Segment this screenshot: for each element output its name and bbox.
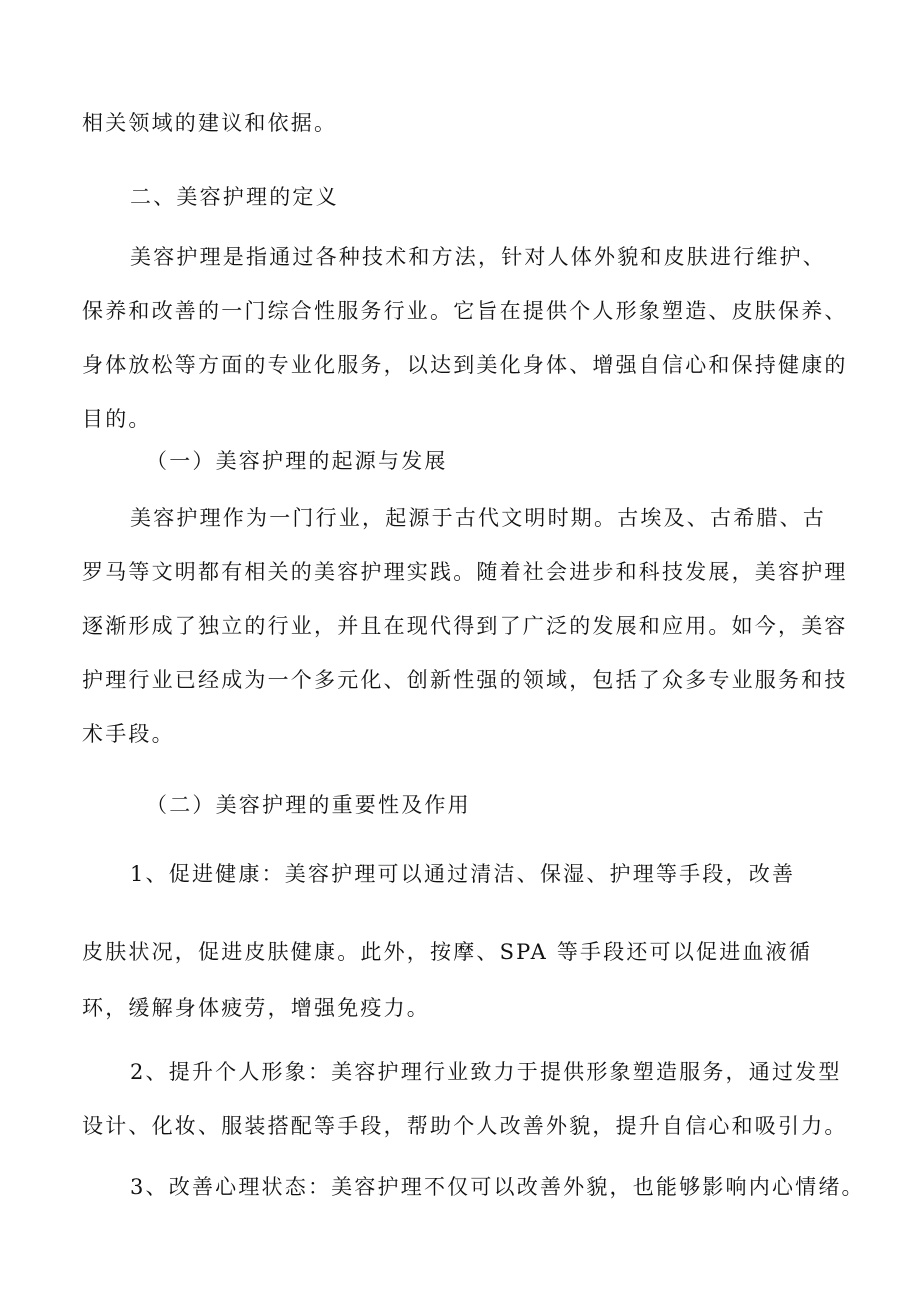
- paragraph-line: 保养和改善的一门综合性服务行业。它旨在提供个人形象塑造、皮肤保养、: [82, 299, 848, 323]
- paragraph-line: 术手段。: [82, 722, 175, 746]
- paragraph-line: 逐渐形成了独立的行业，并且在现代得到了广泛的发展和应用。如今，美容: [82, 614, 848, 638]
- list-item-line: 环，缓解身体疲劳，增强免疫力。: [82, 996, 430, 1020]
- list-item-line: 1、促进健康：美容护理可以通过清洁、保湿、护理等手段，改善: [130, 862, 796, 886]
- list-item-line: 2、提升个人形象：美容护理行业致力于提供形象塑造服务，通过发型: [130, 1060, 842, 1084]
- paragraph-line: 美容护理作为一门行业，起源于古代文明时期。古埃及、古希腊、古: [130, 506, 826, 530]
- paragraph-line: 罗马等文明都有相关的美容护理实践。随着社会进步和科技发展，美容护理: [82, 560, 848, 584]
- paragraph-line: 美容护理是指通过各种技术和方法，针对人体外貌和皮肤进行维护、: [130, 245, 826, 269]
- list-item-line: 3、改善心理状态：美容护理不仅可以改善外貌，也能够影响内心情绪。: [130, 1175, 865, 1199]
- subsection-heading: （一）美容护理的起源与发展: [146, 449, 448, 473]
- list-item-line: 皮肤状况，促进皮肤健康。此外，按摩、SPA 等手段还可以促进血液循: [82, 940, 813, 964]
- subsection-heading: （二）美容护理的重要性及作用: [146, 793, 471, 817]
- section-heading: 二、美容护理的定义: [130, 185, 339, 209]
- list-item-line: 设计、化妆、服装搭配等手段，帮助个人改善外貌，提升自信心和吸引力。: [82, 1114, 848, 1138]
- paragraph-line: 护理行业已经成为一个多元化、创新性强的领域，包括了众多专业服务和技: [82, 668, 848, 692]
- paragraph-line: 身体放松等方面的专业化服务，以达到美化身体、增强自信心和保持健康的: [82, 353, 848, 377]
- paragraph-line: 目的。: [82, 407, 152, 431]
- text-line: 相关领域的建议和依据。: [82, 111, 338, 135]
